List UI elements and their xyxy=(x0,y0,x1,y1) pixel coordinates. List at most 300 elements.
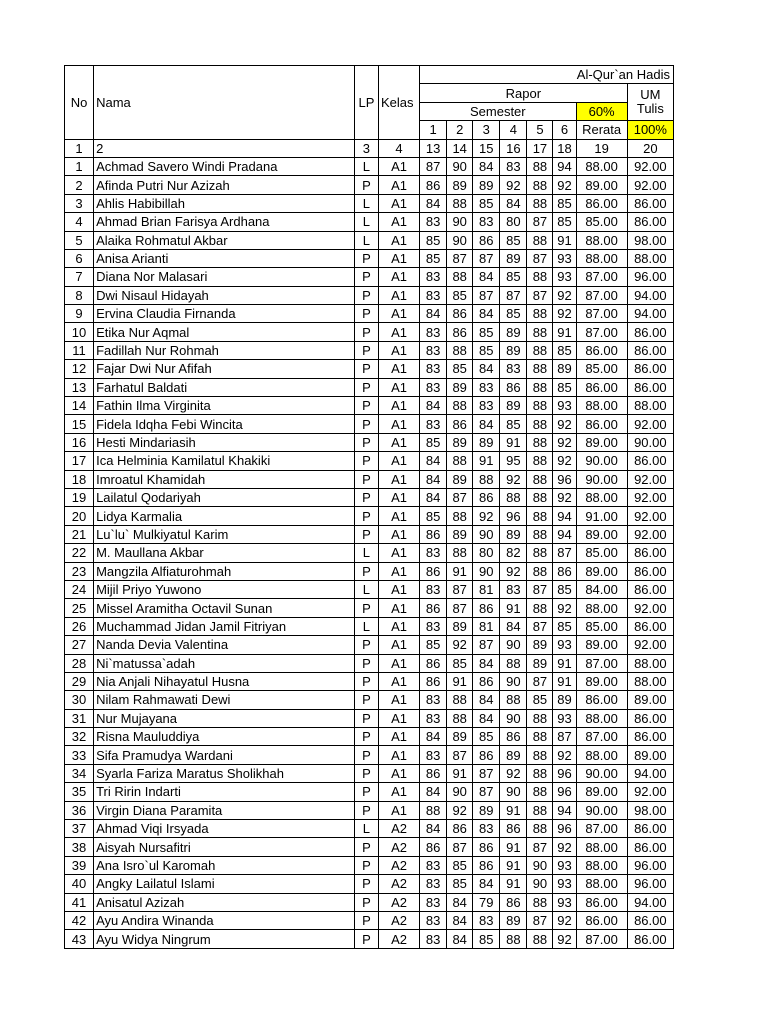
student-row xyxy=(65,893,674,911)
header-sem-4: 4 xyxy=(500,121,527,139)
student-name: Ayu Widya Ningrum xyxy=(94,930,355,948)
student-score-sem-4: 82 xyxy=(500,544,527,562)
student-score-sem-4: 95 xyxy=(500,452,527,470)
student-no: 3 xyxy=(65,194,94,212)
student-score-sem-4: 85 xyxy=(500,305,527,323)
student-score-sem-1: 87 xyxy=(420,157,447,175)
student-score-sem-5: 88 xyxy=(527,378,553,396)
student-score-sem-1: 83 xyxy=(420,378,447,396)
student-name: Dwi Nisaul Hidayah xyxy=(94,286,355,304)
student-score-sem-6: 96 xyxy=(553,764,576,782)
student-score-sem-2: 85 xyxy=(447,875,473,893)
student-name: Lidya Karmalia xyxy=(94,507,355,525)
student-score-sem-3: 85 xyxy=(473,930,500,948)
student-rerata: 88.00 xyxy=(576,709,627,727)
student-name: Fidela Idqha Febi Wincita xyxy=(94,415,355,433)
student-row xyxy=(65,488,674,506)
student-lp: L xyxy=(354,580,378,598)
student-row xyxy=(65,930,674,948)
student-score-sem-6: 89 xyxy=(553,360,576,378)
student-lp: L xyxy=(354,820,378,838)
student-rerata: 84.00 xyxy=(576,580,627,598)
student-name: Ayu Andira Winanda xyxy=(94,911,355,929)
student-score-sem-3: 90 xyxy=(473,525,500,543)
student-kelas: A1 xyxy=(378,764,419,782)
student-score-sem-2: 88 xyxy=(447,194,473,212)
student-name: Nilam Rahmawati Dewi xyxy=(94,691,355,709)
student-score-sem-3: 81 xyxy=(473,580,500,598)
index-cell: 4 xyxy=(378,139,419,157)
student-score-sem-4: 86 xyxy=(500,378,527,396)
student-um-tulis: 89.00 xyxy=(627,746,673,764)
student-score-sem-3: 81 xyxy=(473,617,500,635)
student-score-sem-2: 89 xyxy=(447,617,473,635)
student-score-sem-6: 96 xyxy=(553,820,576,838)
student-score-sem-2: 88 xyxy=(447,268,473,286)
student-name: Angky Lailatul Islami xyxy=(94,875,355,893)
student-score-sem-3: 84 xyxy=(473,709,500,727)
student-um-tulis: 89.00 xyxy=(627,691,673,709)
header-sem-5: 5 xyxy=(527,121,553,139)
student-kelas: A2 xyxy=(378,856,419,874)
student-score-sem-2: 92 xyxy=(447,636,473,654)
student-rerata: 87.00 xyxy=(576,268,627,286)
student-rerata: 88.00 xyxy=(576,231,627,249)
student-rerata: 87.00 xyxy=(576,323,627,341)
student-score-sem-6: 93 xyxy=(553,636,576,654)
student-score-sem-2: 88 xyxy=(447,452,473,470)
student-score-sem-3: 87 xyxy=(473,286,500,304)
student-score-sem-5: 88 xyxy=(527,599,553,617)
student-um-tulis: 92.00 xyxy=(627,470,673,488)
student-score-sem-1: 86 xyxy=(420,176,447,194)
student-rerata: 88.00 xyxy=(576,599,627,617)
student-score-sem-6: 93 xyxy=(553,709,576,727)
student-no: 25 xyxy=(65,599,94,617)
student-name: Ni`matussa`adah xyxy=(94,654,355,672)
student-rerata: 86.00 xyxy=(576,378,627,396)
student-row xyxy=(65,599,674,617)
student-kelas: A1 xyxy=(378,654,419,672)
student-row xyxy=(65,783,674,801)
student-lp: P xyxy=(354,562,378,580)
student-name: Lu`lu` Mulkiyatul Karim xyxy=(94,525,355,543)
student-score-sem-5: 87 xyxy=(527,838,553,856)
student-lp: P xyxy=(354,838,378,856)
student-lp: P xyxy=(354,433,378,451)
student-score-sem-4: 90 xyxy=(500,709,527,727)
header-nama: Nama xyxy=(94,66,355,140)
student-row xyxy=(65,176,674,194)
student-score-sem-3: 87 xyxy=(473,783,500,801)
header-um-tulis xyxy=(627,84,673,121)
student-row xyxy=(65,838,674,856)
student-score-sem-6: 89 xyxy=(553,691,576,709)
student-name: Nanda Devia Valentina xyxy=(94,636,355,654)
student-no: 10 xyxy=(65,323,94,341)
student-row xyxy=(65,709,674,727)
student-score-sem-1: 83 xyxy=(420,930,447,948)
student-score-sem-2: 87 xyxy=(447,599,473,617)
student-name: Ahlis Habibillah xyxy=(94,194,355,212)
student-score-sem-1: 88 xyxy=(420,801,447,819)
student-score-sem-2: 91 xyxy=(447,562,473,580)
student-score-sem-6: 94 xyxy=(553,801,576,819)
student-score-sem-1: 84 xyxy=(420,194,447,212)
student-score-sem-3: 84 xyxy=(473,360,500,378)
student-score-sem-6: 94 xyxy=(553,525,576,543)
student-score-sem-5: 87 xyxy=(527,213,553,231)
student-score-sem-3: 86 xyxy=(473,488,500,506)
student-name: Lailatul Qodariyah xyxy=(94,488,355,506)
student-rerata: 89.00 xyxy=(576,433,627,451)
student-rerata: 87.00 xyxy=(576,728,627,746)
student-score-sem-3: 88 xyxy=(473,470,500,488)
student-no: 1 xyxy=(65,157,94,175)
student-rerata: 88.00 xyxy=(576,249,627,267)
student-name: Nur Mujayana xyxy=(94,709,355,727)
student-score-sem-1: 85 xyxy=(420,636,447,654)
student-score-sem-3: 83 xyxy=(473,213,500,231)
student-score-sem-5: 87 xyxy=(527,249,553,267)
student-kelas: A1 xyxy=(378,415,419,433)
student-lp: P xyxy=(354,691,378,709)
student-score-sem-3: 89 xyxy=(473,176,500,194)
student-rerata: 86.00 xyxy=(576,911,627,929)
header-no: No xyxy=(65,66,94,140)
student-score-sem-4: 91 xyxy=(500,801,527,819)
student-lp: P xyxy=(354,397,378,415)
student-row xyxy=(65,672,674,690)
student-um-tulis: 86.00 xyxy=(627,580,673,598)
student-lp: P xyxy=(354,709,378,727)
student-um-tulis: 92.00 xyxy=(627,415,673,433)
student-lp: L xyxy=(354,157,378,175)
student-score-sem-4: 86 xyxy=(500,820,527,838)
student-lp: P xyxy=(354,636,378,654)
student-score-sem-2: 88 xyxy=(447,507,473,525)
student-score-sem-6: 93 xyxy=(553,397,576,415)
student-score-sem-3: 83 xyxy=(473,820,500,838)
student-row xyxy=(65,728,674,746)
student-row xyxy=(65,801,674,819)
student-row xyxy=(65,654,674,672)
student-lp: P xyxy=(354,728,378,746)
student-row xyxy=(65,157,674,175)
student-no: 23 xyxy=(65,562,94,580)
student-um-tulis: 86.00 xyxy=(627,930,673,948)
student-kelas: A1 xyxy=(378,360,419,378)
student-score-sem-4: 91 xyxy=(500,875,527,893)
student-score-sem-6: 92 xyxy=(553,452,576,470)
student-score-sem-3: 87 xyxy=(473,249,500,267)
student-score-sem-4: 89 xyxy=(500,323,527,341)
student-score-sem-1: 83 xyxy=(420,360,447,378)
student-um-tulis: 88.00 xyxy=(627,672,673,690)
student-score-sem-6: 93 xyxy=(553,856,576,874)
student-score-sem-3: 86 xyxy=(473,856,500,874)
student-kelas: A1 xyxy=(378,488,419,506)
student-rerata: 88.00 xyxy=(576,488,627,506)
student-um-tulis: 86.00 xyxy=(627,323,673,341)
student-score-sem-1: 83 xyxy=(420,875,447,893)
student-score-sem-4: 85 xyxy=(500,231,527,249)
student-score-sem-3: 84 xyxy=(473,157,500,175)
student-kelas: A1 xyxy=(378,672,419,690)
student-score-sem-2: 89 xyxy=(447,728,473,746)
student-score-sem-1: 83 xyxy=(420,746,447,764)
student-score-sem-5: 88 xyxy=(527,746,553,764)
student-rerata: 91.00 xyxy=(576,507,627,525)
student-kelas: A1 xyxy=(378,433,419,451)
header-kelas: Kelas xyxy=(378,66,419,140)
student-score-sem-6: 85 xyxy=(553,213,576,231)
student-score-sem-6: 93 xyxy=(553,268,576,286)
student-rerata: 87.00 xyxy=(576,286,627,304)
student-row xyxy=(65,617,674,635)
student-row xyxy=(65,562,674,580)
student-kelas: A1 xyxy=(378,636,419,654)
student-score-sem-3: 83 xyxy=(473,911,500,929)
student-score-sem-3: 84 xyxy=(473,268,500,286)
student-rerata: 89.00 xyxy=(576,562,627,580)
student-score-sem-2: 87 xyxy=(447,249,473,267)
student-lp: L xyxy=(354,231,378,249)
student-score-sem-2: 88 xyxy=(447,691,473,709)
student-score-sem-1: 84 xyxy=(420,397,447,415)
student-rerata: 85.00 xyxy=(576,544,627,562)
student-name: Diana Nor Malasari xyxy=(94,268,355,286)
index-cell: 18 xyxy=(553,139,576,157)
student-score-sem-6: 93 xyxy=(553,875,576,893)
student-rerata: 87.00 xyxy=(576,305,627,323)
student-row xyxy=(65,268,674,286)
student-score-sem-1: 83 xyxy=(420,213,447,231)
student-score-sem-3: 85 xyxy=(473,194,500,212)
student-name: Mijil Priyo Yuwono xyxy=(94,580,355,598)
student-um-tulis: 86.00 xyxy=(627,728,673,746)
student-no: 4 xyxy=(65,213,94,231)
student-score-sem-5: 88 xyxy=(527,268,553,286)
student-row xyxy=(65,470,674,488)
student-score-sem-1: 84 xyxy=(420,305,447,323)
student-kelas: A1 xyxy=(378,323,419,341)
student-score-sem-4: 86 xyxy=(500,728,527,746)
student-name: Mangzila Alfiaturohmah xyxy=(94,562,355,580)
header-pct-60: 60% xyxy=(576,102,627,120)
student-name: Syarla Fariza Maratus Sholikhah xyxy=(94,764,355,782)
student-kelas: A1 xyxy=(378,176,419,194)
student-name: Muchammad Jidan Jamil Fitriyan xyxy=(94,617,355,635)
student-row xyxy=(65,213,674,231)
student-score-sem-5: 88 xyxy=(527,764,553,782)
student-score-sem-4: 80 xyxy=(500,213,527,231)
student-um-tulis: 92.00 xyxy=(627,636,673,654)
student-score-sem-2: 84 xyxy=(447,911,473,929)
student-row xyxy=(65,636,674,654)
student-lp: P xyxy=(354,470,378,488)
student-um-tulis: 86.00 xyxy=(627,544,673,562)
student-score-sem-5: 88 xyxy=(527,341,553,359)
student-score-sem-5: 88 xyxy=(527,562,553,580)
student-score-sem-3: 89 xyxy=(473,801,500,819)
student-um-tulis: 86.00 xyxy=(627,341,673,359)
student-um-tulis: 92.00 xyxy=(627,157,673,175)
student-score-sem-1: 83 xyxy=(420,617,447,635)
student-lp: P xyxy=(354,746,378,764)
student-score-sem-4: 88 xyxy=(500,930,527,948)
student-score-sem-5: 88 xyxy=(527,360,553,378)
header-sem-3: 3 xyxy=(473,121,500,139)
student-name: Aisyah Nursafitri xyxy=(94,838,355,856)
student-um-tulis: 86.00 xyxy=(627,213,673,231)
student-score-sem-2: 89 xyxy=(447,470,473,488)
student-rerata: 90.00 xyxy=(576,764,627,782)
student-score-sem-3: 84 xyxy=(473,875,500,893)
student-score-sem-2: 88 xyxy=(447,341,473,359)
student-no: 26 xyxy=(65,617,94,635)
student-row xyxy=(65,286,674,304)
student-score-sem-5: 88 xyxy=(527,176,553,194)
student-name: Fadillah Nur Rohmah xyxy=(94,341,355,359)
student-kelas: A1 xyxy=(378,599,419,617)
student-lp: P xyxy=(354,525,378,543)
student-no: 34 xyxy=(65,764,94,782)
student-score-sem-2: 87 xyxy=(447,746,473,764)
student-lp: P xyxy=(354,176,378,194)
student-row xyxy=(65,378,674,396)
student-row xyxy=(65,360,674,378)
student-score-sem-2: 89 xyxy=(447,378,473,396)
student-lp: P xyxy=(354,488,378,506)
student-rerata: 89.00 xyxy=(576,783,627,801)
student-um-tulis: 92.00 xyxy=(627,507,673,525)
student-score-sem-5: 88 xyxy=(527,157,553,175)
student-score-sem-2: 87 xyxy=(447,488,473,506)
student-um-tulis: 94.00 xyxy=(627,305,673,323)
student-um-tulis: 96.00 xyxy=(627,856,673,874)
student-kelas: A1 xyxy=(378,691,419,709)
student-lp: P xyxy=(354,323,378,341)
student-no: 27 xyxy=(65,636,94,654)
student-lp: L xyxy=(354,194,378,212)
student-kelas: A1 xyxy=(378,286,419,304)
student-rerata: 86.00 xyxy=(576,194,627,212)
student-lp: L xyxy=(354,213,378,231)
student-row xyxy=(65,525,674,543)
student-no: 28 xyxy=(65,654,94,672)
student-name: M. Maullana Akbar xyxy=(94,544,355,562)
student-um-tulis: 98.00 xyxy=(627,801,673,819)
student-um-tulis: 96.00 xyxy=(627,268,673,286)
student-score-sem-4: 84 xyxy=(500,617,527,635)
student-score-sem-4: 91 xyxy=(500,433,527,451)
student-um-tulis: 92.00 xyxy=(627,783,673,801)
student-no: 37 xyxy=(65,820,94,838)
student-name: Missel Aramitha Octavil Sunan xyxy=(94,599,355,617)
student-score-sem-2: 89 xyxy=(447,525,473,543)
student-score-sem-6: 94 xyxy=(553,157,576,175)
student-score-sem-1: 85 xyxy=(420,249,447,267)
student-kelas: A1 xyxy=(378,470,419,488)
index-cell: 15 xyxy=(473,139,500,157)
header-rerata: Rerata xyxy=(576,121,627,139)
student-score-sem-1: 85 xyxy=(420,433,447,451)
student-score-sem-5: 89 xyxy=(527,636,553,654)
student-rerata: 87.00 xyxy=(576,820,627,838)
student-kelas: A1 xyxy=(378,783,419,801)
student-score-sem-6: 94 xyxy=(553,507,576,525)
student-score-sem-6: 91 xyxy=(553,323,576,341)
student-um-tulis: 88.00 xyxy=(627,397,673,415)
student-rerata: 87.00 xyxy=(576,654,627,672)
student-no: 2 xyxy=(65,176,94,194)
student-rerata: 89.00 xyxy=(576,525,627,543)
student-score-sem-3: 90 xyxy=(473,562,500,580)
student-score-sem-6: 92 xyxy=(553,433,576,451)
student-score-sem-3: 86 xyxy=(473,599,500,617)
student-row xyxy=(65,691,674,709)
student-kelas: A1 xyxy=(378,305,419,323)
student-um-tulis: 94.00 xyxy=(627,764,673,782)
student-score-sem-6: 92 xyxy=(553,838,576,856)
student-score-sem-5: 88 xyxy=(527,728,553,746)
student-name: Nia Anjali Nihayatul Husna xyxy=(94,672,355,690)
student-score-sem-4: 85 xyxy=(500,268,527,286)
student-name: Ica Helminia Kamilatul Khakiki xyxy=(94,452,355,470)
student-name: Imroatul Khamidah xyxy=(94,470,355,488)
student-lp: P xyxy=(354,452,378,470)
student-um-tulis: 88.00 xyxy=(627,654,673,672)
student-score-sem-6: 92 xyxy=(553,911,576,929)
student-score-sem-6: 86 xyxy=(553,562,576,580)
student-score-sem-4: 92 xyxy=(500,562,527,580)
student-score-sem-5: 88 xyxy=(527,544,553,562)
student-name: Sifa Pramudya Wardani xyxy=(94,746,355,764)
student-kelas: A2 xyxy=(378,911,419,929)
student-no: 36 xyxy=(65,801,94,819)
index-cell: 2 xyxy=(94,139,355,157)
student-score-sem-2: 88 xyxy=(447,709,473,727)
student-lp: P xyxy=(354,930,378,948)
student-kelas: A1 xyxy=(378,562,419,580)
student-um-tulis: 86.00 xyxy=(627,360,673,378)
student-rerata: 89.00 xyxy=(576,636,627,654)
student-score-sem-6: 92 xyxy=(553,415,576,433)
student-um-tulis: 86.00 xyxy=(627,838,673,856)
student-kelas: A1 xyxy=(378,341,419,359)
student-score-sem-6: 92 xyxy=(553,305,576,323)
student-score-sem-3: 84 xyxy=(473,305,500,323)
student-no: 32 xyxy=(65,728,94,746)
student-score-sem-4: 85 xyxy=(500,415,527,433)
student-score-sem-4: 91 xyxy=(500,599,527,617)
student-score-sem-1: 84 xyxy=(420,452,447,470)
student-score-sem-6: 87 xyxy=(553,544,576,562)
student-lp: P xyxy=(354,783,378,801)
student-rerata: 88.00 xyxy=(576,746,627,764)
student-score-sem-5: 90 xyxy=(527,856,553,874)
student-score-sem-2: 86 xyxy=(447,323,473,341)
student-kelas: A2 xyxy=(378,930,419,948)
student-score-sem-6: 91 xyxy=(553,231,576,249)
student-no: 15 xyxy=(65,415,94,433)
student-score-sem-1: 83 xyxy=(420,893,447,911)
student-rerata: 88.00 xyxy=(576,157,627,175)
student-score-sem-5: 88 xyxy=(527,930,553,948)
student-score-sem-4: 89 xyxy=(500,746,527,764)
student-name: Ahmad Brian Farisya Ardhana xyxy=(94,213,355,231)
